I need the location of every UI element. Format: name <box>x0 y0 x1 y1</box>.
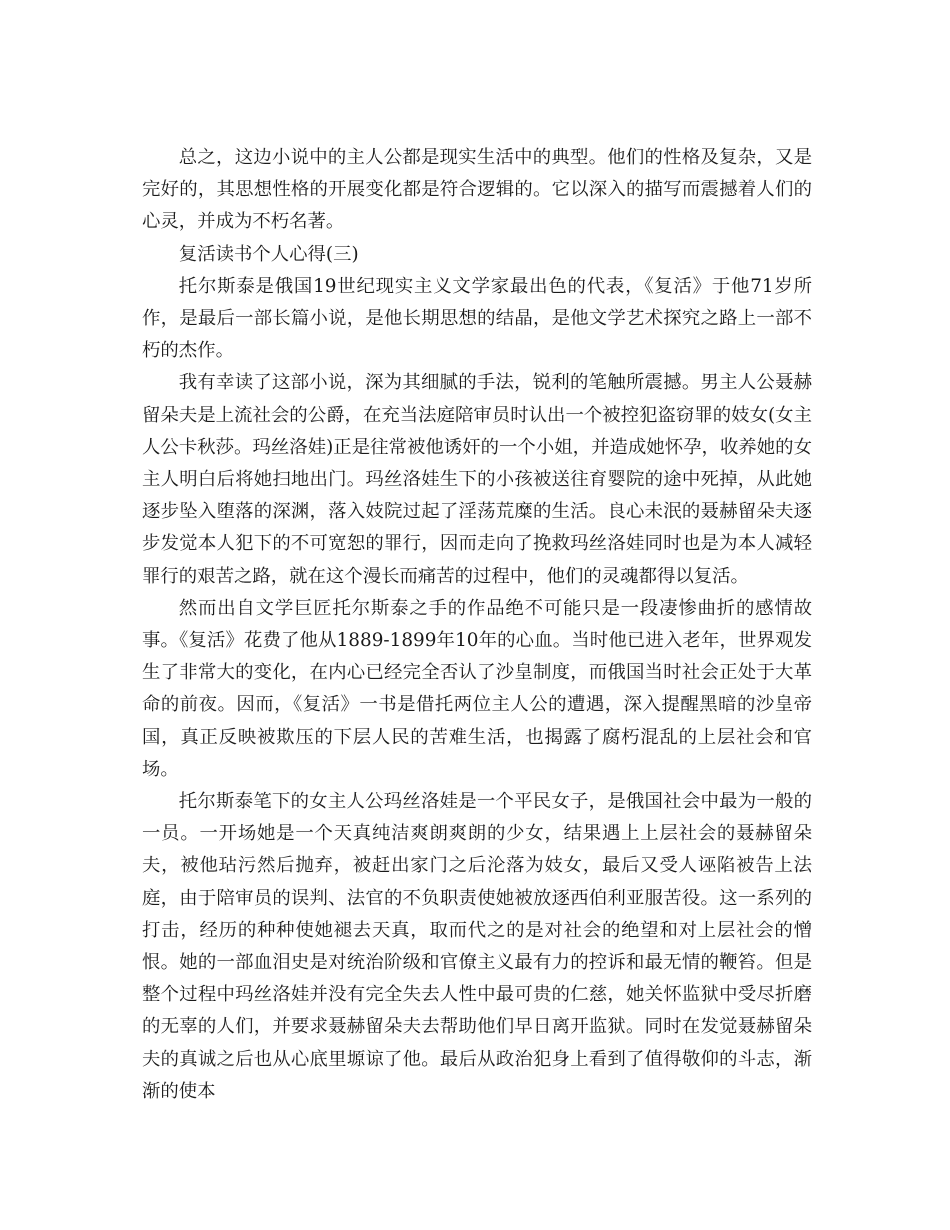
section-heading: 复活读书个人心得(三) <box>178 243 359 265</box>
paragraph-summary: 总之，这边小说中的主人公都是现实生活中的典型。他们的性格及复杂，又是完好的，其思想性格的开展变化都是符合逻辑的。它以深入的描写而震撼着人们的心灵，并成为不朽名著。 <box>142 147 812 233</box>
paragraph-plot: 我有幸读了这部小说，深为其细腻的手法，锐利的笔触所震撼。男主人公聂赫留朵夫是上流社会的公爵，在充当法庭陪审员时认出一个被控犯盗窃罪的妓女(女主人公卡秋莎。玛丝洛娃)正是往常被他诱奸的一个小姐，并造成她怀孕，收养她的女主人明白后将她扫地出门。玛丝洛娃生下的小孩被送往育婴院的途中死掉，从此她逐步坠入堕落的深渊，落入妓院过起了淫荡荒糜的生活。良心未泯的聂赫留朵夫逐步发觉本人犯下的不可宽恕的罪行，因而走向了挽救玛丝洛娃同时也是为本人减轻罪行的艰苦之路，就在这个漫长而痛苦的过程中，他们的灵魂都得以复活。 <box>142 372 812 587</box>
paragraph-intro: 托尔斯泰是俄国19世纪现实主义文学家最出色的代表，《复活》于他71岁所作，是最后一部长篇小说，是他长期思想的结晶，是他文学艺术探究之路上一部不朽的杰作。 <box>142 275 812 362</box>
document-page <box>142 142 812 1108</box>
paragraph-context: 然而出自文学巨匠托尔斯泰之手的作品绝不可能只是一段凄惨曲折的感情故事。《复活》花费了他从1889-1899年10年的心血。当时他已进入老年，世界观发生了非常大的变化，在内心已经完全否认了沙皇制度，而俄国当时社会正处于大革命的前夜。因而，《复活》一书是借托两位主人公的遭遇，深入提醒黑暗的沙皇帝国，真正反映被欺压的下层人民的苦难生活，也揭露了腐朽混乱的上层社会和官场。 <box>142 597 812 780</box>
paragraph-heroine: 托尔斯泰笔下的女主人公玛丝洛娃是一个平民女子，是俄国社会中最为一般的一员。一开场她是一个天真纯洁爽朗爽朗的少女，结果遇上上层社会的聂赫留朵夫，被他玷污然后抛弃，被赶出家门之后沦落为妓女，最后又受人诬陷被告上法庭，由于陪审员的误判、法官的不负职责使她被放逐西伯利亚服苦役。这一系列的打击，经历的种种使她褪去天真，取而代之的是对社会的绝望和对上层社会的憎恨。她的一部血泪史是对统治阶级和官僚主义最有力的控诉和最无情的鞭笞。但是整个过程中玛丝洛娃并没有完全失去人性中最可贵的仁慈，她关怀监狱中受尽折磨的无辜的人们，并要求聂赫留朵夫去帮助他们早日离开监狱。同时在发觉聂赫留朵夫的真诚之后也从心底里塬谅了他。最后从政治犯身上看到了值得敬仰的斗志，渐渐的使本 <box>142 791 812 1102</box>
